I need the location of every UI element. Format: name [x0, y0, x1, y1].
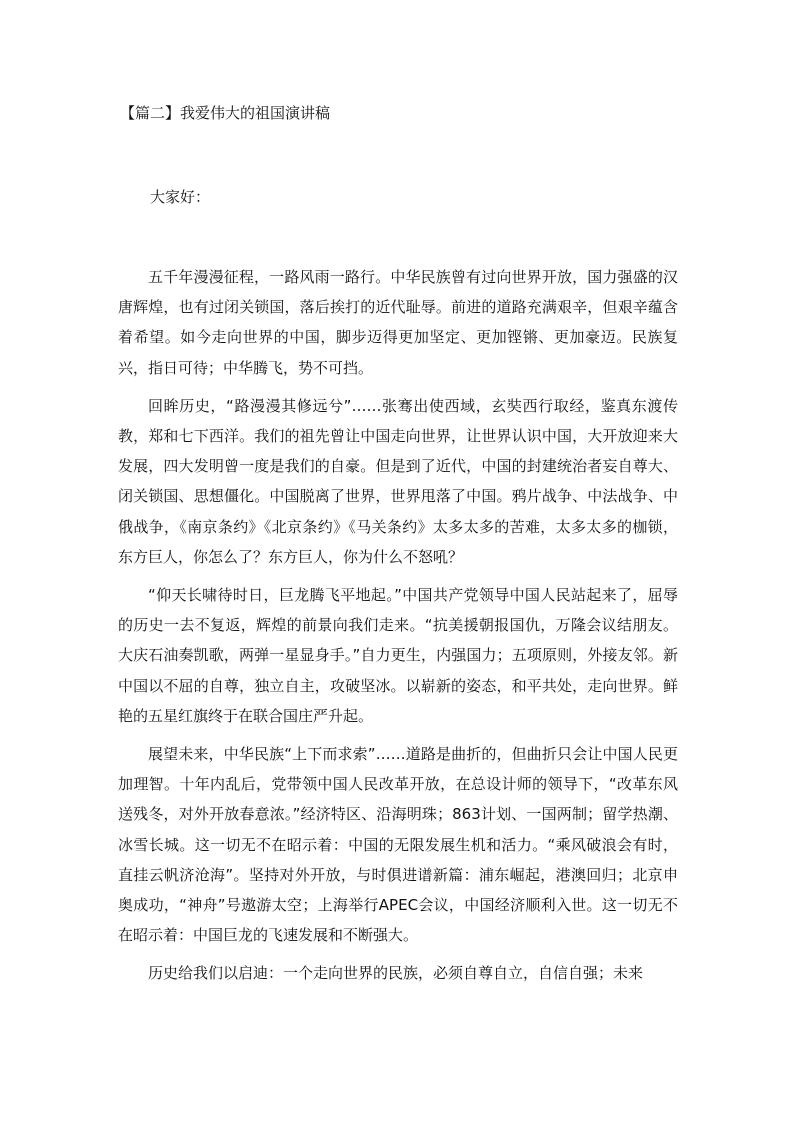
paragraph-2: 回眸历史，“路漫漫其修远兮”……张骞出使西域，玄奘西行取经，鉴真东渡传教，郑和七下西洋。我们的祖先曾让中国走向世界，让世界认识中国，大开放迎来大发展，四大发明曾一度是我们的自豪。但是到了近代，中国的封建统治者妄自尊大、闭关锁国、思想僵化。中国脱离了世界，世界甩落了中国。鸦片战争、中法战争、中俄战争，《南京条约》《北京条约》《马关条约》太多太多的苦难，太多太多的枷锁，东方巨人，你怎么了？东方巨人，你为什么不怒吼？: [118, 396, 678, 566]
paragraph-3: “仰天长啸待时日，巨龙腾飞平地起。”中国共产党领导中国人民站起来了，屈辱的历史一去不复返，辉煌的前景向我们走来。“抗美援朝报国仇，万隆会议结朋友。大庆石油奏凯歌，两弹一星显身手。”自力更生，内强国力；五项原则，外接友邻。新中国以不屈的自尊，独立自主，攻破坚冰。以崭新的姿态，和平共处，走向世界。鲜艳的五星红旗终于在联合国庄严升起。: [118, 586, 678, 725]
paragraph-4: 展望未来，中华民族“上下而求索”……道路是曲折的，但曲折只会让中国人民更加理智。十年内乱后，党带领中国人民改革开放，在总设计师的领导下，“改革东风送残冬，对外开放春意浓。”经济特区、沿海明珠；863计划、一国两制；留学热潮、冰雪长城。这一切无不在昭示着：中国的无限发展生机和活力。“乘风破浪会有时，直挂云帆济沧海”。坚持对外开放，与时俱进谱新篇：浦东崛起，港澳回归；北京申奥成功，“神舟”号遨游太空；上海举行APEC会议，中国经济顺利入世。这一切无不在昭示着：中国巨龙的飞速发展和不断强大。: [118, 745, 678, 945]
greeting-text: 大家好：: [150, 188, 211, 206]
paragraph-1: 五千年漫漫征程，一路风雨一路行。中华民族曾有过向世界开放，国力强盛的汉唐辉煌，也有过闭关锁国，落后挨打的近代耻辱。前进的道路充满艰辛，但艰辛蕴含着希望。如今走向世界的中国，脚步迈得更加坚定、更加铿锵、更加豪迈。民族复兴，指日可待；中华腾飞，势不可挡。: [118, 268, 678, 377]
document-heading: 【篇二】我爱伟大的祖国演讲稿: [120, 104, 331, 122]
paragraph-5: 历史给我们以启迪：一个走向世界的民族，必须自尊自立，自信自强；未来: [148, 964, 644, 983]
speech-body: [118, 262, 678, 997]
